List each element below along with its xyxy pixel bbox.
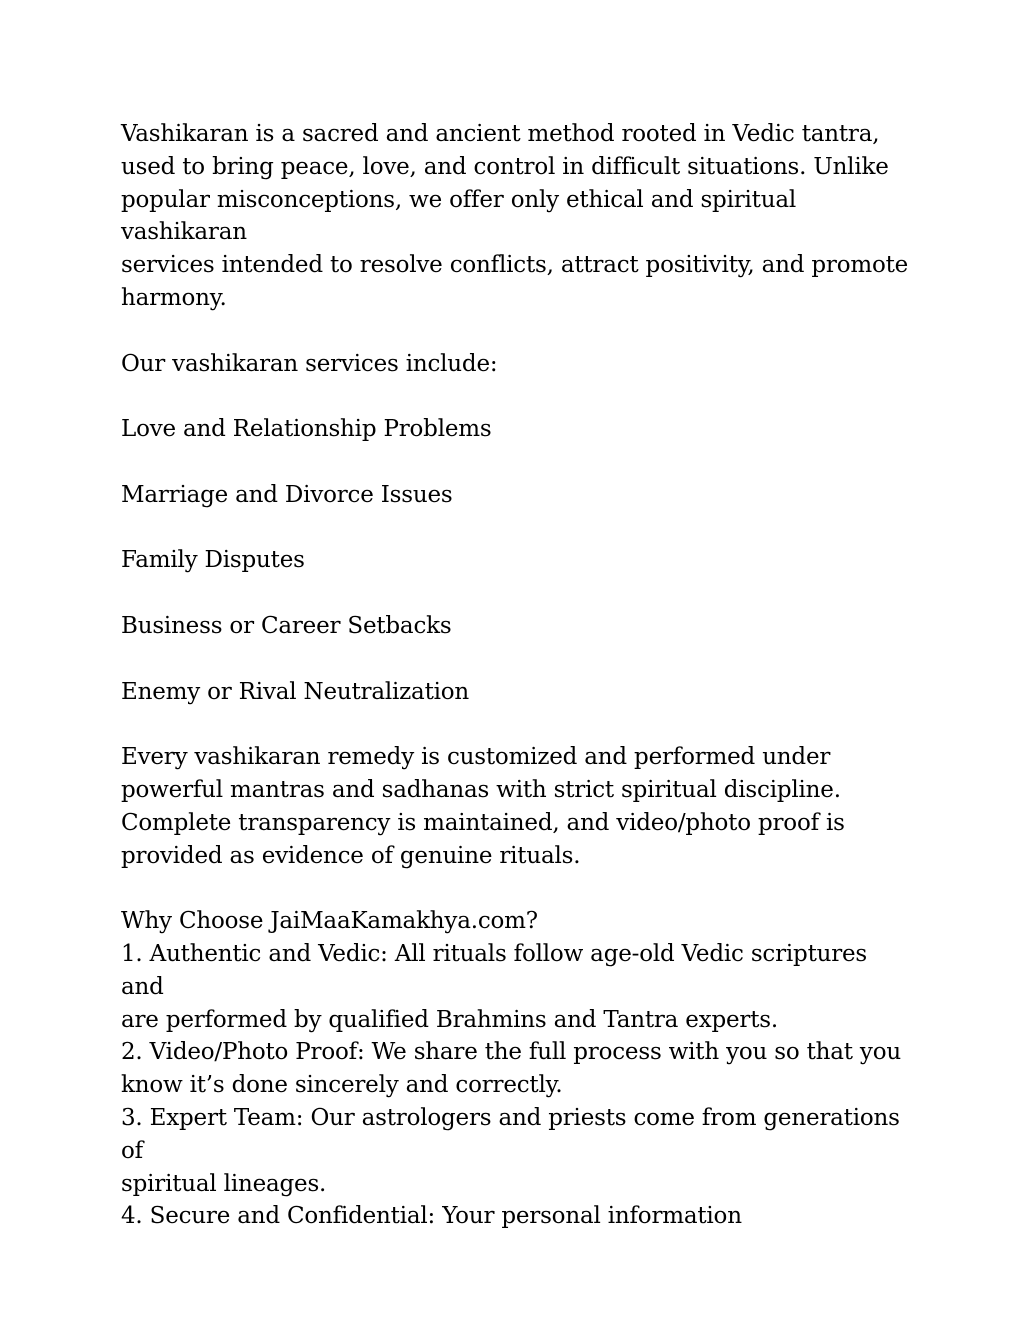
why-heading: Why Choose JaiMaaKamakhya.com?	[121, 908, 538, 935]
service-item-love: Love and Relationship Problems	[121, 416, 492, 443]
text-line: know it’s done sincerely and correctly.	[121, 1072, 563, 1099]
service-item-enemy: Enemy or Rival Neutralization	[121, 678, 470, 705]
service-item-business: Business or Career Setbacks	[121, 612, 452, 639]
why-reason-1	[121, 938, 911, 1036]
why-reason-4	[121, 1200, 911, 1233]
why-reason-3	[121, 1102, 911, 1200]
text-line: popular misconceptions, we offer only ethical and spiritual vashikaran	[121, 186, 797, 246]
text-line: 1. Authentic and Vedic: All rituals follow age-old Vedic scriptures and	[121, 940, 868, 1000]
text-line: services intended to resolve conflicts, attract positivity, and promote	[121, 252, 909, 279]
text-line: powerful mantras and sadhanas with strict spiritual discipline.	[121, 776, 841, 803]
text-line: harmony.	[121, 284, 227, 311]
why-reason-2	[121, 1036, 911, 1102]
document-body	[121, 118, 911, 1233]
intro-paragraph	[121, 118, 911, 315]
service-item-family: Family Disputes	[121, 547, 305, 574]
text-line: 3. Expert Team: Our astrologers and priests come from generations of	[121, 1104, 900, 1164]
remedy-paragraph	[121, 741, 911, 872]
text-line: provided as evidence of genuine rituals.	[121, 842, 581, 869]
text-line: spiritual lineages.	[121, 1170, 327, 1197]
services-heading: Our vashikaran services include:	[121, 350, 498, 377]
text-line: Vashikaran is a sacred and ancient method rooted in Vedic tantra,	[121, 121, 880, 147]
text-line: 2. Video/Photo Proof: We share the full process with you so that you	[121, 1039, 901, 1066]
text-line: Complete transparency is maintained, and video/photo proof is	[121, 809, 845, 836]
why-choose-section	[121, 905, 911, 1233]
text-line: used to bring peace, love, and control in difficult situations. Unlike	[121, 153, 889, 180]
text-line: 4. Secure and Confidential: Your personal information	[121, 1203, 742, 1230]
service-item-marriage: Marriage and Divorce Issues	[121, 481, 453, 508]
text-line: are performed by qualified Brahmins and Tantra experts.	[121, 1006, 778, 1033]
text-line: Every vashikaran remedy is customized and performed under	[121, 744, 831, 771]
